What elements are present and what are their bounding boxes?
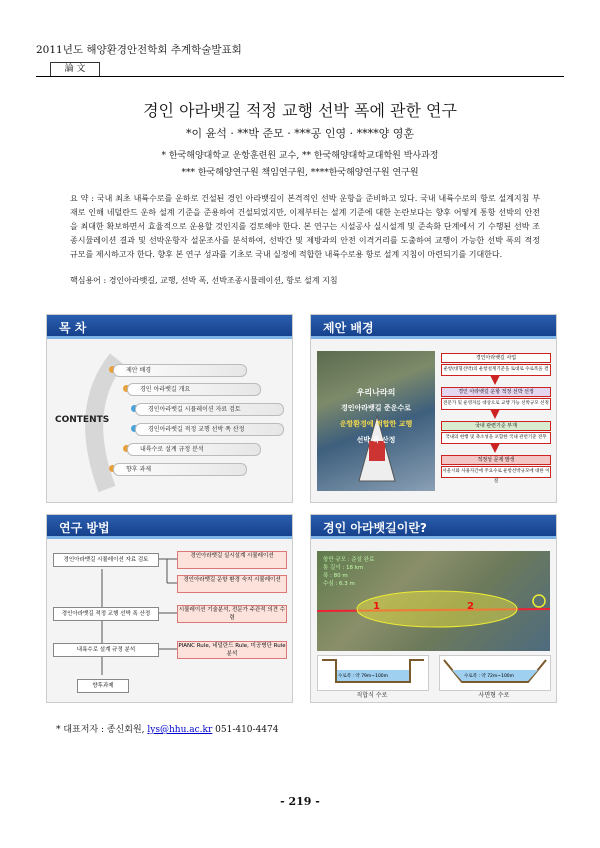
paper-authors: *이 윤석 · **박 준모 · ***공 인영 · ****양 영훈 [186,127,414,140]
aerial-map [317,551,550,651]
map-info-3: 폭 : 80 m [323,573,348,579]
map-marker-1: 1 [373,601,380,612]
ara-title: 경인 아라뱃길이란? [323,521,427,535]
ara-canal-panel [310,514,557,703]
cross-section-2-width: 수로폭 : 약 72m~100m [464,674,515,679]
method-detail-4: PIANC Rule, 네덜란드 Rule, 미공병단 Rule 분석 [178,643,286,657]
bg-box-4-body: 서울시와 사용자간에 주요수로 운항선박규모에 대한 이질 [441,466,551,478]
toc-item-1: 제안 배경 [113,364,247,377]
method-step-1: 경인아라뱃길 시뮬레이션 자료 검토 [53,553,159,567]
paper-type-tag: 論 文 [50,62,100,77]
toc-item-4: 경인아라뱃길 적정 교행 선박 폭 산정 [135,423,284,436]
toc-item-2: 경인 아라뱃길 개요 [127,383,261,396]
bg-box-1-title: 경인아라뱃길 사업 [441,353,551,363]
method-panel [46,514,293,703]
paper-title: 경인 아라뱃길 적정 교행 선박 폭에 관한 연구 [143,101,457,120]
toc-item-5: 내륙수로 설계 규정 분석 [127,443,261,456]
bg-box-4-title: 적정성 문제 발생 [441,455,551,465]
conference-name: 2011년도 해양환경안전학회 추계학술발표회 [36,44,242,56]
affiliation-line-1: * 한국해양대학교 운항훈련원 교수, ** 한국해양대학교대학원 박사과정 [161,151,439,161]
cross-section-2-name: 사면형 수로 [478,692,510,699]
canal-ship-photo [317,351,435,491]
photo-caption-3: 운항환경에 적합한 교행 [339,420,413,428]
photo-caption-1: 우리나라의 [356,388,396,397]
cross-section-2 [439,655,551,691]
toc-contents-label: CONTENTS [55,415,110,425]
cross-section-1-name: 직합식 수로 [356,692,388,699]
photo-caption-4: 선박 폭 산정 [356,436,396,444]
abstract: 요 약 : 국내 최초 내륙수로를 운하로 건설된 경인 아라뱃길이 본격적인 선박 운항을 준비하고 있다. 국내 내륙수로의 항로 설계지침 부재로 인해 네덜란드 운하 설계 기준을 준용하여 건설되었지만, 이제부터는 설계 기준에 대한 논란보다는 향후 어떻게 통항 선박의 안전을 최대한 확보하면서 효율적으로 운용할 것인지를 검토해야 한다. 본 연구는 시설공사 실시설계 및 준속화 단계에서 기 수행된 선박 조종시뮬레이션 결과 및 선박운항자 설문조사를 분석하여, 선박간 및 제방과의 안전 이격거리를 도출하여 교행이 가능한 선박 폭의 적정 규모를 제시하고자 한다. 향후 본 연구 성과를 기초로 국내 실정에 적합한 내륙수로용 항로 설계 지침이 마련되기를 기대한다. [70,194,540,259]
ara-panel-header [311,515,556,539]
header-rule [36,76,564,77]
corresponding-author-footnote [56,722,278,735]
map-info-4: 수심 : 6.3 m [323,581,355,587]
toc-item-6: 향후 과제 [113,463,247,476]
toc-title: 목 차 [59,321,87,335]
author-email-link[interactable]: lys@hhu.ac.kr [147,725,213,735]
bg-flow-arrows [489,375,501,475]
page-number: - 219 - [280,795,320,808]
affiliation-line-2: *** 한국해양연구원 책임연구원, ****한국해양연구원 연구원 [181,168,419,178]
method-step-4: 향후과제 [77,679,129,693]
bg-box-1-body: 운항(대형선박)의 운항설계기준을 토대로 수로폭을 결 [441,364,551,376]
method-detail-1: 경인아라뱃길 실시설계 시뮬레이션 [177,551,287,569]
photo-caption-2: 경인아라뱃길 준운수로 [340,404,412,412]
toc-item-3: 경인아라뱃길 시뮬레이션 자료 검토 [135,403,284,416]
background-title: 제안 배경 [323,321,374,335]
author-phone: 051-410-4474 [215,725,279,735]
cross-section-1 [317,655,429,691]
keywords: 핵심용어 : 경인아라뱃길, 교행, 선박 폭, 선박조종시뮬레이션, 항로 설계 지침 [70,276,338,285]
bg-box-3-title: 국내 관련기준 부재 [441,421,551,431]
cross-section-1-width: 수로폭 : 약 79m~100m [338,674,389,679]
bg-box-2-title: 경인 아라뱃길 운항 적정 선박 선정 [441,387,551,397]
bg-box-2-body: 전문가 및 운영자를 대상으로 교행 가능 선박규모 선정 [441,398,551,410]
map-marker-2: 2 [467,601,474,612]
background-panel-header [311,315,556,339]
method-detail-3: 시뮬레이션 기술분석, 전문가 주관적 의견 수렴 [178,607,286,621]
toc-panel-header [47,315,292,339]
toc-panel [46,314,293,503]
footnote-prefix: * 대표저자 : 종신회원, [56,725,145,735]
map-info-2: 통 길이 : 18 km [323,565,364,571]
method-detail-2: 경인아라뱃길 운항 환경 숙지 시뮬레이션 [177,575,287,593]
method-title: 연구 방법 [59,521,110,535]
method-step-3: 내륙수로 설계 규정 분석 [53,643,159,657]
bg-box-3-body: 국내의 현행 및 축소성을 포함한 국내 관련기준 전무 [441,432,551,444]
method-step-2: 경인아라뱃길 적정 교행 선박 폭 산정 [53,607,159,621]
background-panel [310,314,557,503]
map-info-1: 항만 규모 : 준설 완료 [323,557,375,563]
